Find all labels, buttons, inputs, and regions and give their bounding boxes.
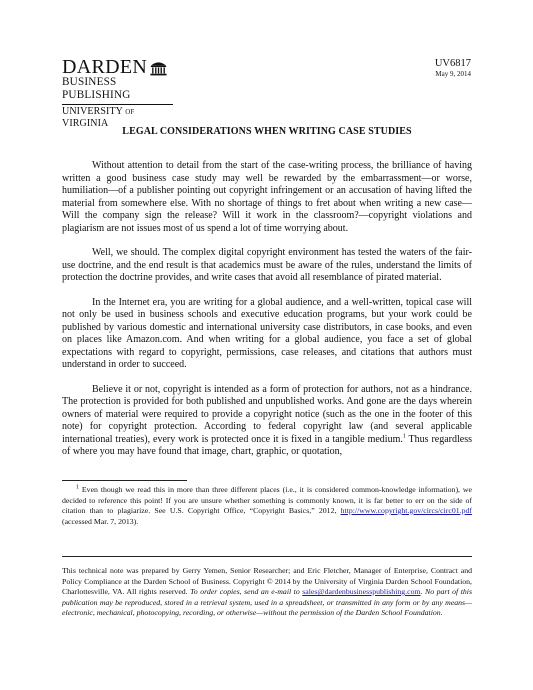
footnote-number: 1 [76,484,79,491]
footnote-accessed: (accessed Mar. 7, 2013). [62,516,139,526]
document-date: May 9, 2014 [435,70,471,78]
sales-email-link[interactable]: sales@dardenbusinesspublishing.com [302,587,421,596]
darden-logo [62,58,172,130]
footnote-ref-1[interactable]: 1 [402,433,406,440]
paragraph-3: In the Internet era, you are writing for a global audience, and a well-written, topical case will not only be used in business schools and executive education programs, but your work could be published by various domestic and international university case distributors, in case books, and even on places like Amazon.com. And when writing for a global audience, you face a set of global expectations with regard to copyright, permissions, case releases, and citations that authors must understand in order to succeed. [62,296,472,370]
page-title: LEGAL CONSIDERATIONS WHEN WRITING CASE STUDIES [122,126,412,137]
footnote-text: Even though we read this in more than three different places (i.e., it is considered common-knowledge information), we decided to reference this point! If you are unsure whether something is commonly known, it is far better to err on the side of citation than to plagiarize. See U.S. Copyright Office, “Copyright Basics,” 2012, [62,485,472,515]
rotunda-icon [150,59,167,76]
copyright-link[interactable]: http://www.copyright.gov/circs/circ01.pdf [340,506,472,515]
footer-divider [62,556,472,557]
paragraph-4-continued: Thus regardless of where you may have found that image, chart, graphic, or quotation, [62,433,472,457]
document-meta [435,58,471,79]
logo-business-publishing: BUSINESS PUBLISHING [62,76,131,101]
document-id: UV6817 [434,58,471,69]
paragraph-4-text: Believe it or not, copyright is intended as a form of protection for authors, not as a hindrance. The protection is provided for both published and unpublished works. And gone are the days wherein owners of material were required to provide a copyright notice (such as the one in the footer of this note) for copyright protection. According to federal copyright law (and several applicable international treaties), every work is protected once it is fixed in a tangible medium. [62,383,472,445]
logo-darden-text: DARDEN [62,56,148,78]
paragraph-2: Well, we should. The complex digital copyright environment has tested the waters of the fair-use doctrine, and the end result is that academics must be aware of the rules, understand the limits of protection the doctrine provides, and write cases that avoid all resemblance of pirated material. [62,247,472,283]
body-text [62,160,472,471]
prep-note-order: To order copies, send an e-mail to [190,587,303,596]
prep-note-rights: . No part of this publication may be reproduced, stored in a retrieval system, used in a spreadsheet, or transmitted in any form or by any means—electronic, mechanical, photocopying, recording, or otherwise—without the permission of the Darden School Foundation. [62,587,472,617]
paragraph-4 [62,384,472,459]
footnote-divider [62,480,187,481]
footnote-1 [62,485,472,527]
paragraph-1: Without attention to detail from the start of the case-writing process, the brilliance of having written a good business case study may well be rewarded by the embarrassment—or worse, humiliation—of a publisher pointing out copyright infringement or an accusation of having lifted the material from somewhere else. With no shortage of things to fret about when writing a new case—Will the company sign the release? Will it work in the classroom?—copyright violations and plagiarism are not issues most of us spend a lot of time worrying about. [62,160,472,234]
logo-divider [62,104,173,105]
prep-note-text: This technical note was prepared by Gerry Yemen, Senior Researcher; and Eric Fletcher, Manager of Enterprise, Contract and Policy Compliance at the Darden School of Business. Copyright © 2014 by the University of Virginia Darden School Foundation, Charlottesville, VA. All rights reserved. [62,566,472,596]
logo-university: UNIVERSITY of VIRGINIA [62,106,135,129]
preparation-note [62,566,472,619]
